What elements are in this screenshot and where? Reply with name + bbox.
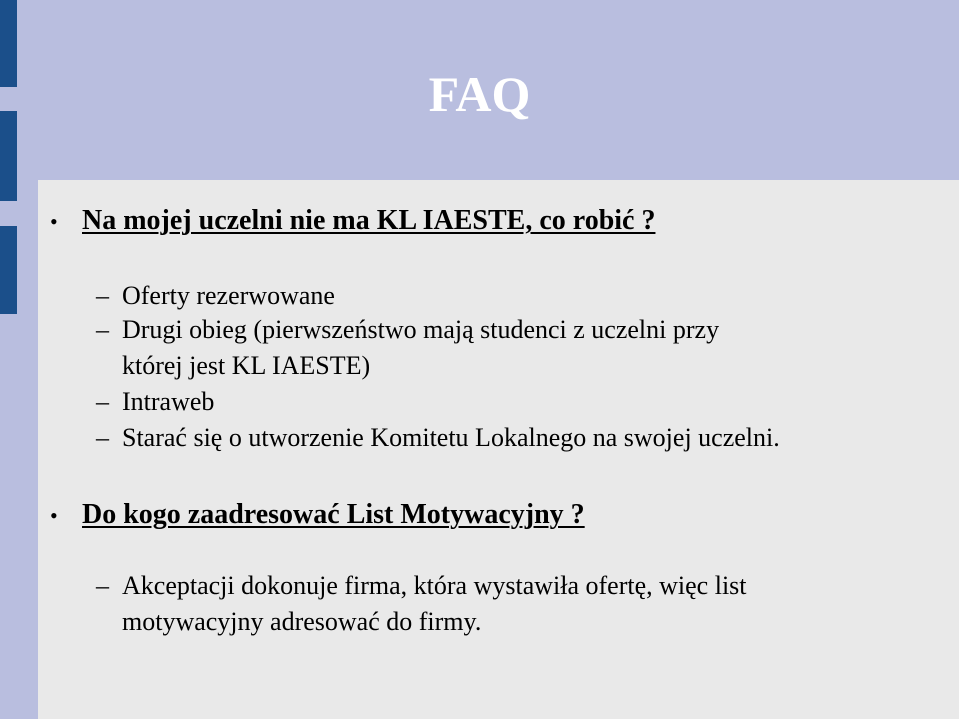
dash-icon: – — [96, 315, 109, 344]
accent-bar-bottom — [0, 226, 17, 314]
answer-1-4: Starać się o utworzenie Komitetu Lokalnego na swojej uczelni. — [122, 423, 780, 452]
answer-2-1-line-2: motywacyjny adresować do firmy. — [122, 607, 482, 636]
dash-icon: – — [96, 423, 109, 452]
answer-1-3: Intraweb — [122, 387, 215, 416]
question-1: Na mojej uczelni nie ma KL IAESTE, co robić ? — [82, 205, 656, 236]
answer-2-1-line-1: Akceptacji dokonuje firma, która wystawiła ofertę, więc list — [122, 571, 747, 600]
answer-1-1: Oferty rezerwowane — [122, 281, 335, 310]
answer-1-2-line-1: Drugi obieg (pierwszeństwo mają studenci z uczelni przy — [122, 315, 720, 344]
answer-1-2-line-2: której jest KL IAESTE) — [122, 351, 371, 380]
slide-title: FAQ — [428, 66, 531, 122]
bullet-icon: • — [50, 209, 58, 234]
question-2: Do kogo zaadresować List Motywacyjny ? — [82, 499, 585, 530]
dash-icon: – — [96, 387, 109, 416]
bullet-icon: • — [50, 503, 58, 528]
dash-icon: – — [96, 281, 109, 310]
dash-icon: – — [96, 571, 109, 600]
